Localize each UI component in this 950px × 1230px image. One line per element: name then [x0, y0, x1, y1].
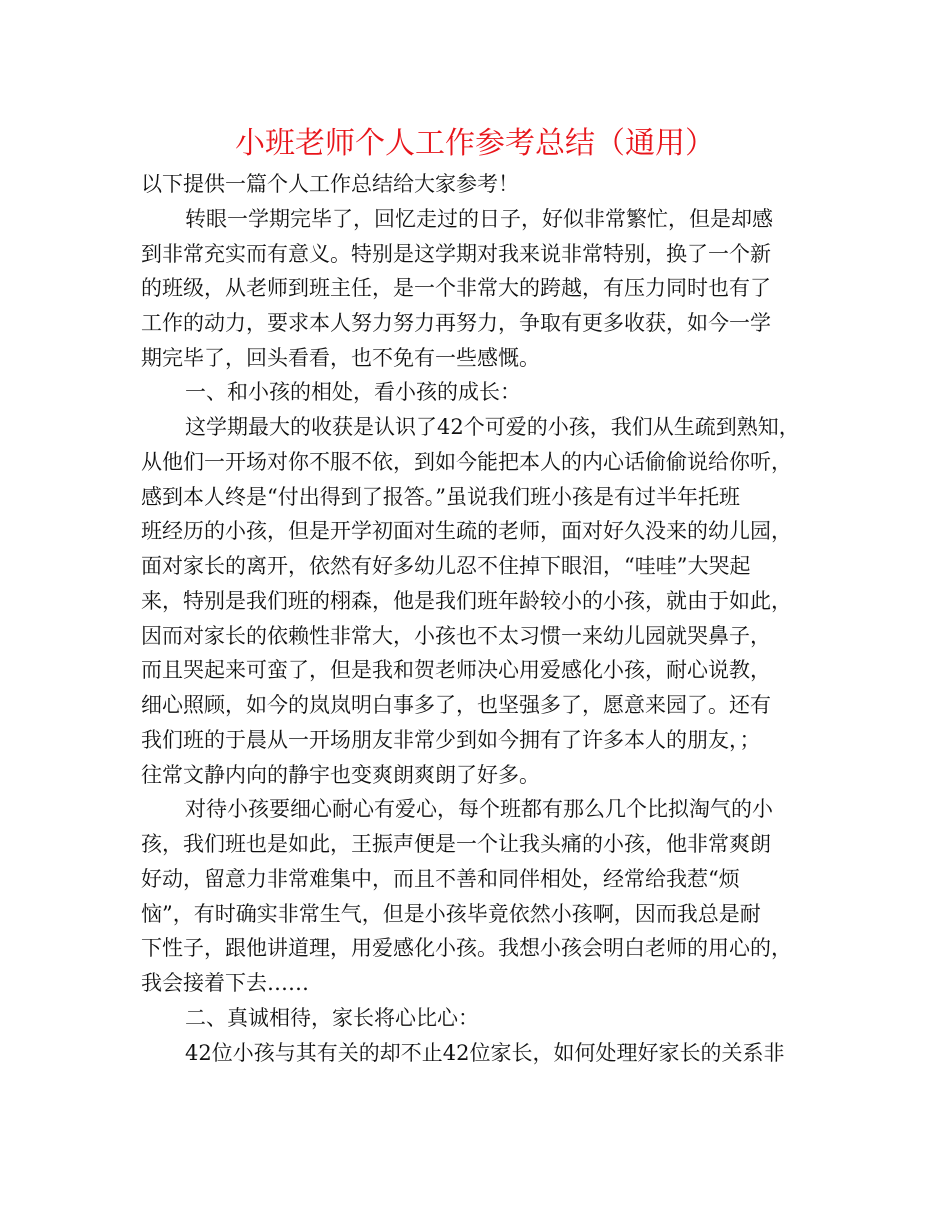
paragraph-line: 这学期最大的收获是认识了42个可爱的小孩，我们从生疏到熟知， — [185, 415, 800, 439]
paragraph-line: 班经历的小孩，但是开学初面对生疏的老师，面对好久没来的幼儿园， — [141, 519, 792, 543]
paragraph-line: 细心照顾，如今的岚岚明白事多了，也坚强多了，愿意来园了。还有 — [141, 693, 771, 717]
paragraph-line: 从他们一开场对你不服不依，到如今能把本人的内心话偷偷说给你听， — [141, 450, 792, 474]
paragraph-line: 往常文静内向的静宇也变爽朗爽朗了好多。 — [141, 763, 540, 787]
paragraph-line: 好动，留意力非常难集中，而且不善和同伴相处，经常给我惹“烦 — [141, 867, 740, 891]
paragraph-line: 而且哭起来可蛮了，但是我和贺老师决心用爱感化小孩，耐心说教， — [141, 658, 771, 682]
paragraph-line: 孩，我们班也是如此，王振声便是一个让我头痛的小孩，他非常爽朗 — [141, 832, 771, 856]
paragraph-line: 的班级，从老师到班主任，是一个非常大的跨越，有压力同时也有了 — [141, 276, 771, 300]
paragraph-line: 因而对家长的依赖性非常大，小孩也不太习惯一来幼儿园就哭鼻子， — [141, 624, 771, 648]
paragraph-line: 转眼一学期完毕了，回忆走过的日子，好似非常繁忙，但是却感 — [185, 207, 773, 231]
intro-line: 以下提供一篇个人工作总结给大家参考！ — [141, 172, 519, 196]
paragraph-line: 恼”，有时确实非常生气，但是小孩毕竟依然小孩啊，因而我总是耐 — [141, 902, 761, 926]
paragraph-line: 对待小孩要细心耐心有爱心，每个班都有那么几个比拟淘气的小 — [185, 797, 773, 821]
paragraph-line: 感到本人终是“付出得到了报答。”虽说我们班小孩是有过半年托班 — [141, 485, 740, 509]
paragraph-line: 面对家长的离开，依然有好多幼儿忍不住掉下眼泪，“哇哇”大哭起 — [141, 554, 751, 578]
paragraph-line: 到非常充实而有意义。特别是这学期对我来说非常特别，换了一个新 — [141, 242, 771, 266]
paragraph-line: 工作的动力，要求本人努力努力再努力，争取有更多收获，如今一学 — [141, 311, 771, 335]
paragraph-line: 我会接着下去…… — [141, 971, 309, 995]
paragraph-line: 下性子，跟他讲道理，用爱感化小孩。我想小孩会明白老师的用心的， — [141, 936, 792, 960]
paragraph-line: 我们班的于晨从一开场朋友非常少到如今拥有了许多本人的朋友，； — [141, 728, 761, 752]
document-title: 小班老师个人工作参考总结（通用） — [235, 126, 715, 161]
paragraph-line: 42位小孩与其有关的却不止42位家长，如何处理好家长的关系非 — [185, 1041, 785, 1065]
section-heading: 二、真诚相待，家长将心比心： — [185, 1006, 479, 1030]
paragraph-line: 来，特别是我们班的栩森，他是我们班年龄较小的小孩，就由于如此， — [141, 589, 792, 613]
paragraph-line: 期完毕了，回头看看，也不免有一些感慨。 — [141, 346, 540, 370]
section-heading: 一、和小孩的相处，看小孩的成长： — [185, 380, 521, 404]
